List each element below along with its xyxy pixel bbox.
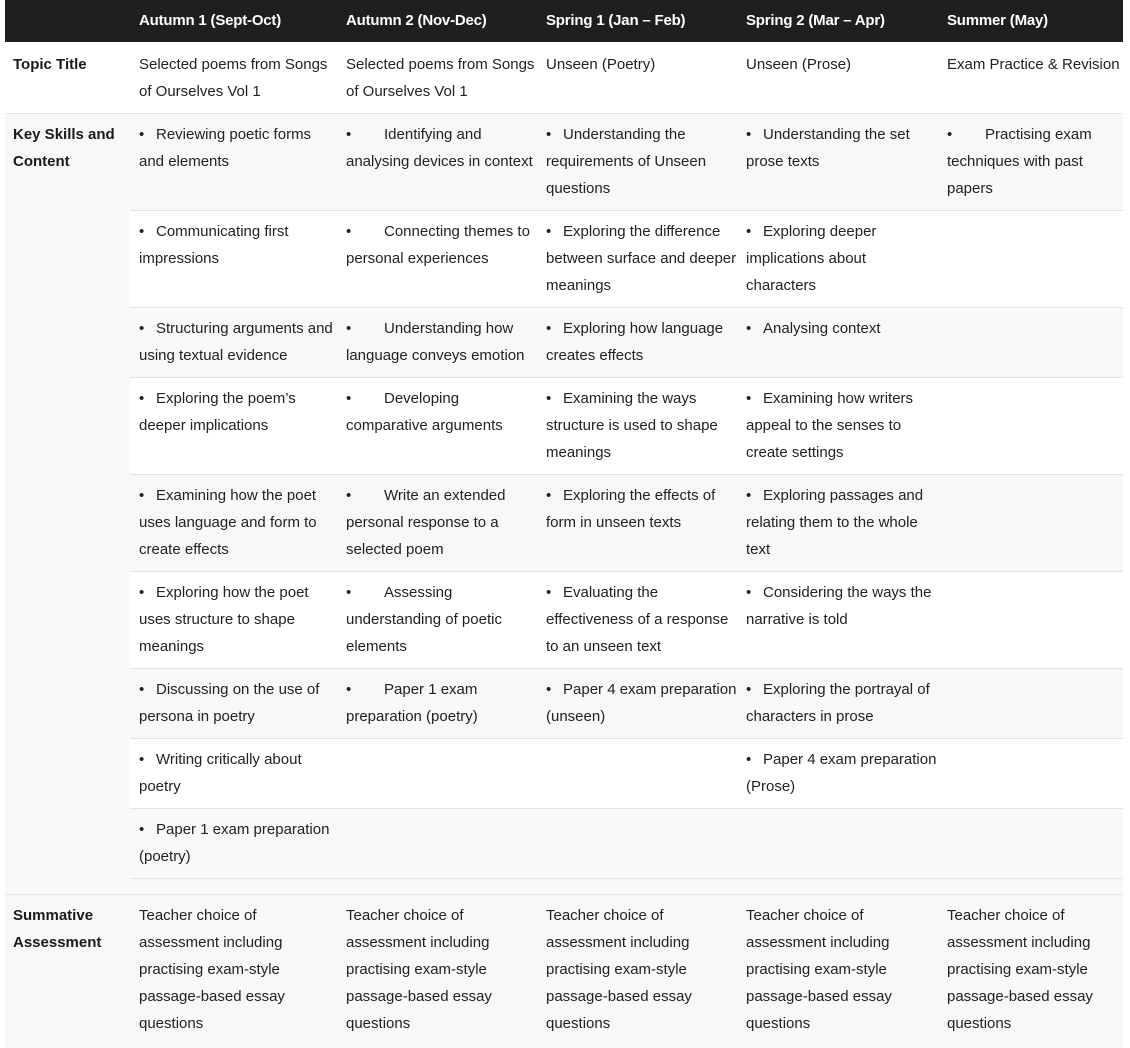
bullet-icon: •: [346, 681, 352, 698]
bullet-icon: •: [139, 487, 145, 504]
skill-text: Exploring the effects of form in unseen texts: [546, 487, 716, 531]
bullet-icon: •: [346, 487, 352, 504]
bullet-icon: •: [346, 584, 352, 601]
skill-text: Examining the ways structure is used to shape meanings: [546, 390, 718, 461]
skill-item: [346, 218, 536, 272]
skill-item: [546, 218, 738, 299]
summative-row-label: Summative Assessment: [13, 907, 102, 951]
skills-row: [130, 669, 1123, 739]
skill-item: [546, 121, 738, 202]
skill-item: [746, 385, 938, 466]
skill-item: [346, 579, 536, 660]
skills-row: [130, 572, 1123, 669]
summative-cell: Teacher choice of assessment including practising exam-style passage-based essay questions: [139, 907, 285, 1032]
skill-item: [546, 315, 738, 369]
skill-text: Structuring arguments and using textual evidence: [139, 320, 333, 364]
bullet-icon: •: [546, 390, 552, 407]
skill-text: Paper 4 exam preparation (Prose): [746, 751, 937, 795]
skill-item: [746, 482, 938, 563]
skill-text: Reviewing poetic forms and elements: [139, 126, 312, 170]
skill-text: Exploring the poem’s deeper implications: [139, 390, 296, 434]
skill-text: Evaluating the effectiveness of a response to an unseen text: [546, 584, 729, 655]
bullet-icon: •: [746, 487, 752, 504]
skill-text: Writing critically about poetry: [139, 751, 302, 795]
skill-item: [947, 121, 1123, 202]
topic-cell: Unseen (Prose): [746, 56, 852, 73]
bullet-icon: •: [746, 751, 752, 768]
skill-item: [546, 579, 738, 660]
skill-text: Identifying and analysing devices in context: [346, 126, 533, 170]
bullet-icon: •: [947, 126, 953, 143]
bullet-icon: •: [746, 390, 752, 407]
skill-text: Exploring how language creates effects: [546, 320, 724, 364]
skill-item: [746, 746, 938, 800]
bullet-icon: •: [546, 320, 552, 337]
skill-text: Communicating first impressions: [139, 223, 289, 267]
header-autumn-2: Autumn 2 (Nov-Dec): [346, 12, 487, 29]
bullet-icon: •: [746, 126, 752, 143]
bullet-icon: •: [139, 821, 145, 838]
header-spring-2: Spring 2 (Mar – Apr): [746, 12, 885, 29]
skill-item: [546, 385, 738, 466]
topic-cell: Exam Practice & Revision: [947, 56, 1120, 73]
skill-text: Examining how writers appeal to the senses to create settings: [746, 390, 914, 461]
topic-cell: Selected poems from Songs of Ourselves Vol 1: [139, 56, 328, 100]
skill-item: [746, 315, 938, 342]
bullet-icon: •: [346, 390, 352, 407]
skill-text: Understanding how language conveys emotion: [346, 320, 525, 364]
topic-row: [5, 42, 1123, 113]
bullet-icon: •: [746, 681, 752, 698]
bullet-icon: •: [346, 320, 352, 337]
skill-item: [746, 121, 938, 175]
skill-item: [346, 315, 536, 369]
skill-item: [139, 579, 335, 660]
bullet-icon: •: [346, 126, 352, 143]
skill-text: Paper 1 exam preparation (poetry): [139, 821, 330, 865]
skill-item: [546, 676, 738, 730]
header-spring-1: Spring 1 (Jan – Feb): [546, 12, 686, 29]
skills-row: [130, 378, 1123, 475]
skill-item: [346, 385, 536, 439]
bullet-icon: •: [139, 390, 145, 407]
skill-item: [346, 676, 536, 730]
skill-item: [139, 385, 335, 439]
skills-row: [130, 809, 1123, 879]
summative-cell: Teacher choice of assessment including practising exam-style passage-based essay questions: [746, 907, 892, 1032]
skill-item: [746, 579, 938, 633]
topic-cell: Unseen (Poetry): [546, 56, 656, 73]
skill-text: Exploring deeper implications about characters: [746, 223, 877, 294]
skill-text: Exploring how the poet uses structure to shape meanings: [139, 584, 309, 655]
skill-text: Exploring passages and relating them to the whole text: [746, 487, 924, 558]
bullet-icon: •: [139, 126, 145, 143]
skill-item: [139, 121, 335, 175]
summative-cell: Teacher choice of assessment including practising exam-style passage-based essay questions: [346, 907, 492, 1032]
bullet-icon: •: [346, 223, 352, 240]
skill-text: Developing comparative arguments: [346, 390, 503, 434]
header-autumn-1: Autumn 1 (Sept-Oct): [139, 12, 282, 29]
skills-row: [130, 475, 1123, 572]
skills-row: [130, 114, 1123, 211]
skill-text: Paper 1 exam preparation (poetry): [346, 681, 478, 725]
skills-row: [130, 308, 1123, 378]
skill-text: Exploring the difference between surface and deeper meanings: [546, 223, 737, 294]
skill-text: Understanding the set prose texts: [746, 126, 910, 170]
skill-item: [139, 816, 335, 870]
bullet-icon: •: [139, 223, 145, 240]
skill-text: Write an extended personal response to a selected poem: [346, 487, 506, 558]
summative-cell: Teacher choice of assessment including practising exam-style passage-based essay questions: [947, 907, 1093, 1032]
skill-item: [139, 676, 335, 730]
skills-row-label: Key Skills and Content: [13, 126, 115, 170]
skill-text: Exploring the portrayal of characters in prose: [746, 681, 930, 725]
bullet-icon: •: [746, 223, 752, 240]
skills-row: [130, 211, 1123, 308]
skill-text: Considering the ways the narrative is told: [746, 584, 932, 628]
bullet-icon: •: [546, 487, 552, 504]
skill-item: [139, 315, 335, 369]
summative-cell: Teacher choice of assessment including practising exam-style passage-based essay questions: [546, 907, 692, 1032]
topic-row-label: Topic Title: [13, 56, 87, 73]
skill-item: [346, 121, 536, 175]
skill-text: Discussing on the use of persona in poetry: [139, 681, 320, 725]
skill-item: [346, 482, 536, 563]
bullet-icon: •: [546, 584, 552, 601]
skill-text: Understanding the requirements of Unseen questions: [546, 126, 707, 197]
skill-text: Examining how the poet uses language and form to create effects: [139, 487, 317, 558]
bullet-icon: •: [546, 681, 552, 698]
skill-item: [139, 482, 335, 563]
bullet-icon: •: [546, 223, 552, 240]
bullet-icon: •: [139, 681, 145, 698]
skill-item: [746, 218, 938, 299]
header-summer: Summer (May): [947, 12, 1048, 29]
skill-text: Practising exam techniques with past papers: [947, 126, 1092, 197]
bullet-icon: •: [139, 584, 145, 601]
skill-item: [746, 676, 938, 730]
skill-text: Analysing context: [763, 320, 881, 337]
skill-text: Connecting themes to personal experiences: [346, 223, 530, 267]
topic-cell: Selected poems from Songs of Ourselves Vol 1: [346, 56, 535, 100]
skill-item: [139, 218, 335, 272]
summative-row: [5, 895, 1123, 1048]
bullet-icon: •: [746, 584, 752, 601]
bullet-icon: •: [139, 751, 145, 768]
skill-item: [546, 482, 738, 536]
skill-item: [139, 746, 335, 800]
bullet-icon: •: [746, 320, 752, 337]
skill-text: Assessing understanding of poetic elements: [346, 584, 502, 655]
bullet-icon: •: [139, 320, 145, 337]
table-header: [5, 0, 1123, 42]
skill-text: Paper 4 exam preparation (unseen): [546, 681, 737, 725]
bullet-icon: •: [546, 126, 552, 143]
skills-row: [130, 739, 1123, 809]
